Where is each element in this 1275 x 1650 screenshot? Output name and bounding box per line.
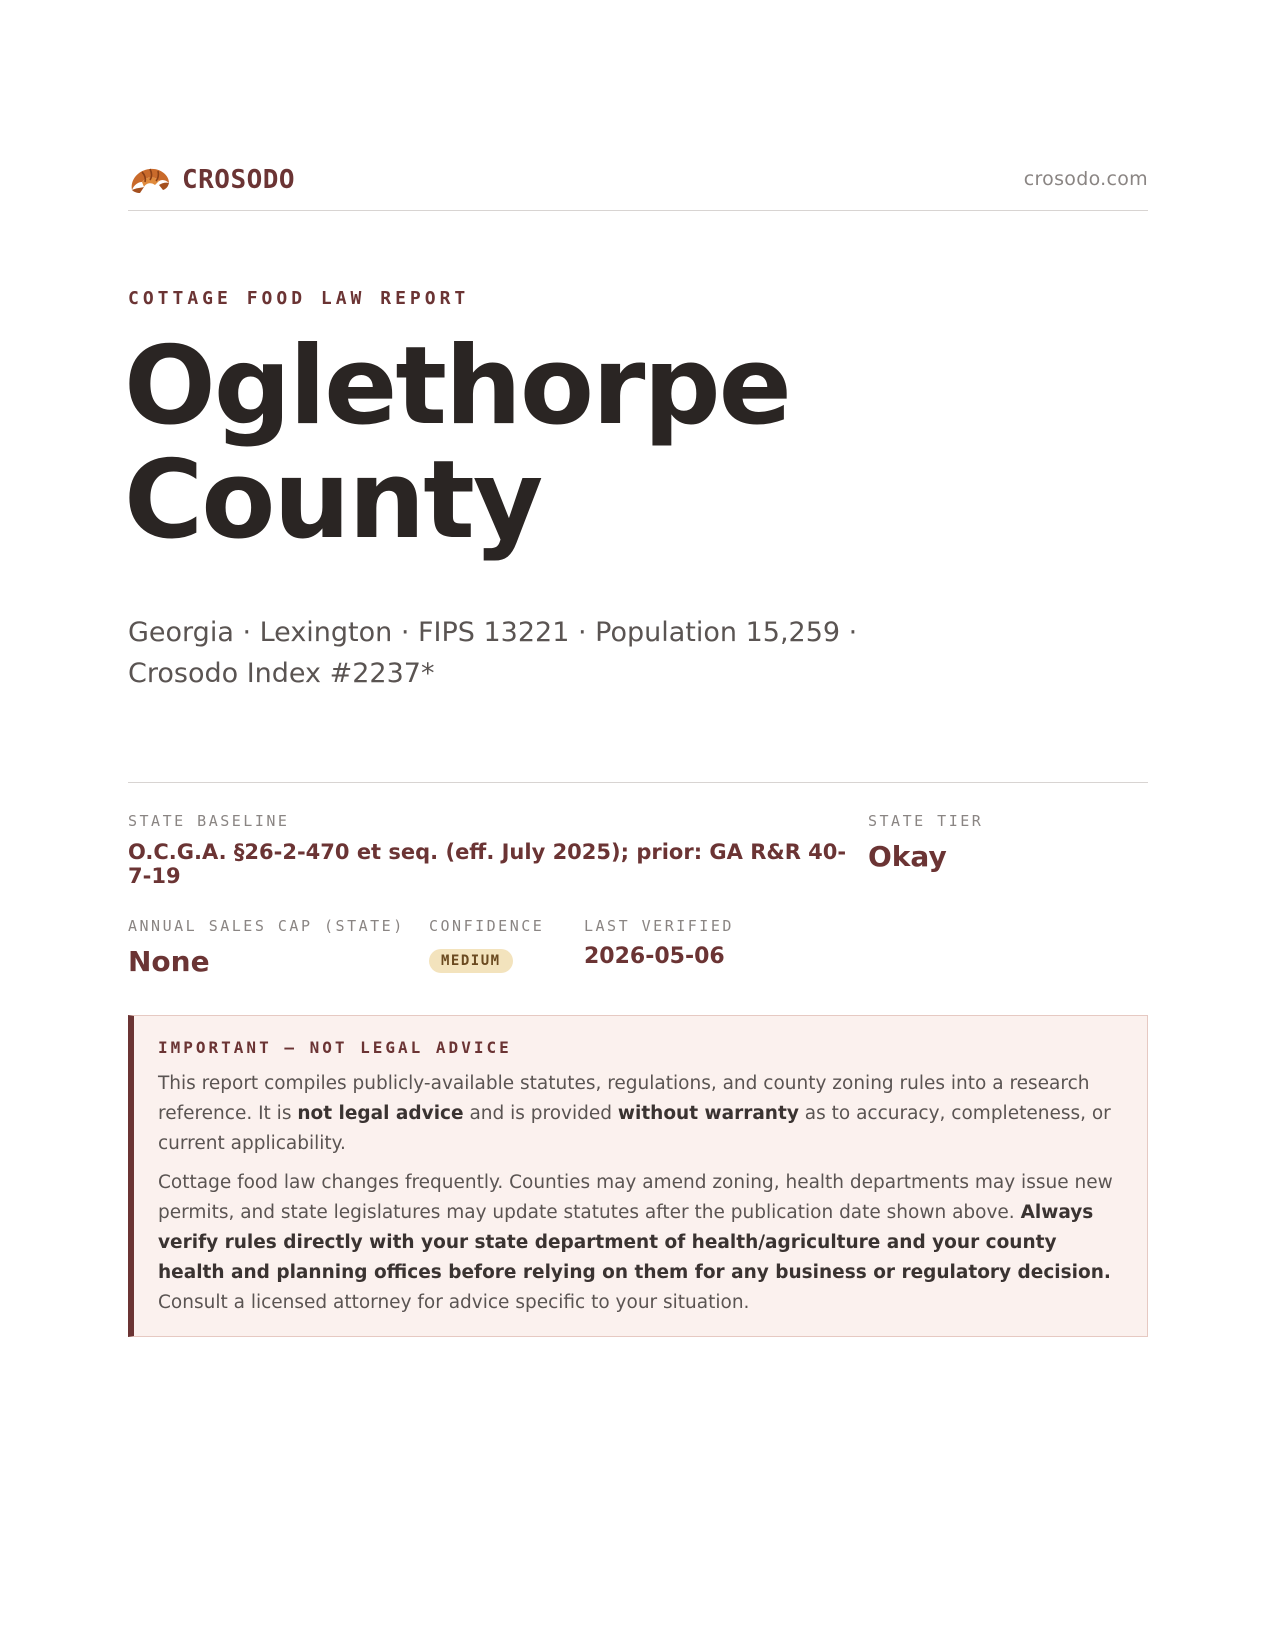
brand-name[interactable]: CROSODO [182,165,296,195]
disclaimer-text: and is provided [463,1103,618,1124]
sales-cap-value: None [128,945,210,978]
state-baseline-label: STATE BASELINE [128,812,290,830]
state-baseline-value: O.C.G.A. §26-2-470 et seq. (eff. July 2025); prior: GA R&R 40-7-19 [128,840,847,888]
site-url-link[interactable]: crosodo.com [1023,168,1148,190]
disclaimer-paragraph-1 [158,1069,1121,1159]
title-line-1: Oglethorpe [124,324,790,449]
disclaimer-text: Cottage food law changes frequently. Counties may amend zoning, health departments may issue new permits, and state legislatures may update statutes after the publication date shown above. [158,1172,1113,1223]
report-eyebrow: COTTAGE FOOD LAW REPORT [128,288,470,309]
confidence-badge: MEDIUM [429,949,513,973]
disclaimer-emphasis: Always verify rules directly with your state department of health/agriculture and your county health and planning offices before relying on them for any business or regulatory decision. [158,1202,1111,1283]
title-line-2: County [124,438,542,563]
state-tier-label: STATE TIER [868,812,984,830]
sales-cap-label: ANNUAL SALES CAP (STATE) [128,917,405,935]
section-divider [128,782,1148,783]
sales-cap-field [128,917,405,978]
disclaimer-text: as to accuracy, completeness, or current applicability. [158,1103,1111,1154]
disclaimer-paragraph-2 [158,1168,1121,1318]
brand [128,162,295,198]
page-header [128,158,1148,211]
last-verified-label: LAST VERIFIED [584,917,734,935]
state-baseline-field [128,812,848,888]
last-verified-field [584,917,734,969]
disclaimer-emphasis: without warranty [617,1103,799,1124]
disclaimer-emphasis: not legal advice [297,1103,464,1124]
state-tier-value: Okay [868,840,947,873]
confidence-field [429,917,544,973]
last-verified-value: 2026-05-06 [584,944,725,969]
page-title [124,324,1124,563]
croissant-icon [128,162,172,198]
disclaimer-title: IMPORTANT — NOT LEGAL ADVICE [158,1038,512,1057]
disclaimer-text: Consult a licensed attorney for advice specific to your situation. [158,1292,750,1313]
state-tier-field [868,812,983,873]
report-subtitle: Georgia · Lexington · FIPS 13221 · Population 15,259 · Crosodo Index #2237* [128,617,858,689]
disclaimer-text: This report compiles publicly-available statutes, regulations, and county zoning rules into a research reference. It is [158,1073,1090,1124]
legal-disclaimer-box [128,1015,1148,1337]
confidence-label: CONFIDENCE [429,917,545,935]
